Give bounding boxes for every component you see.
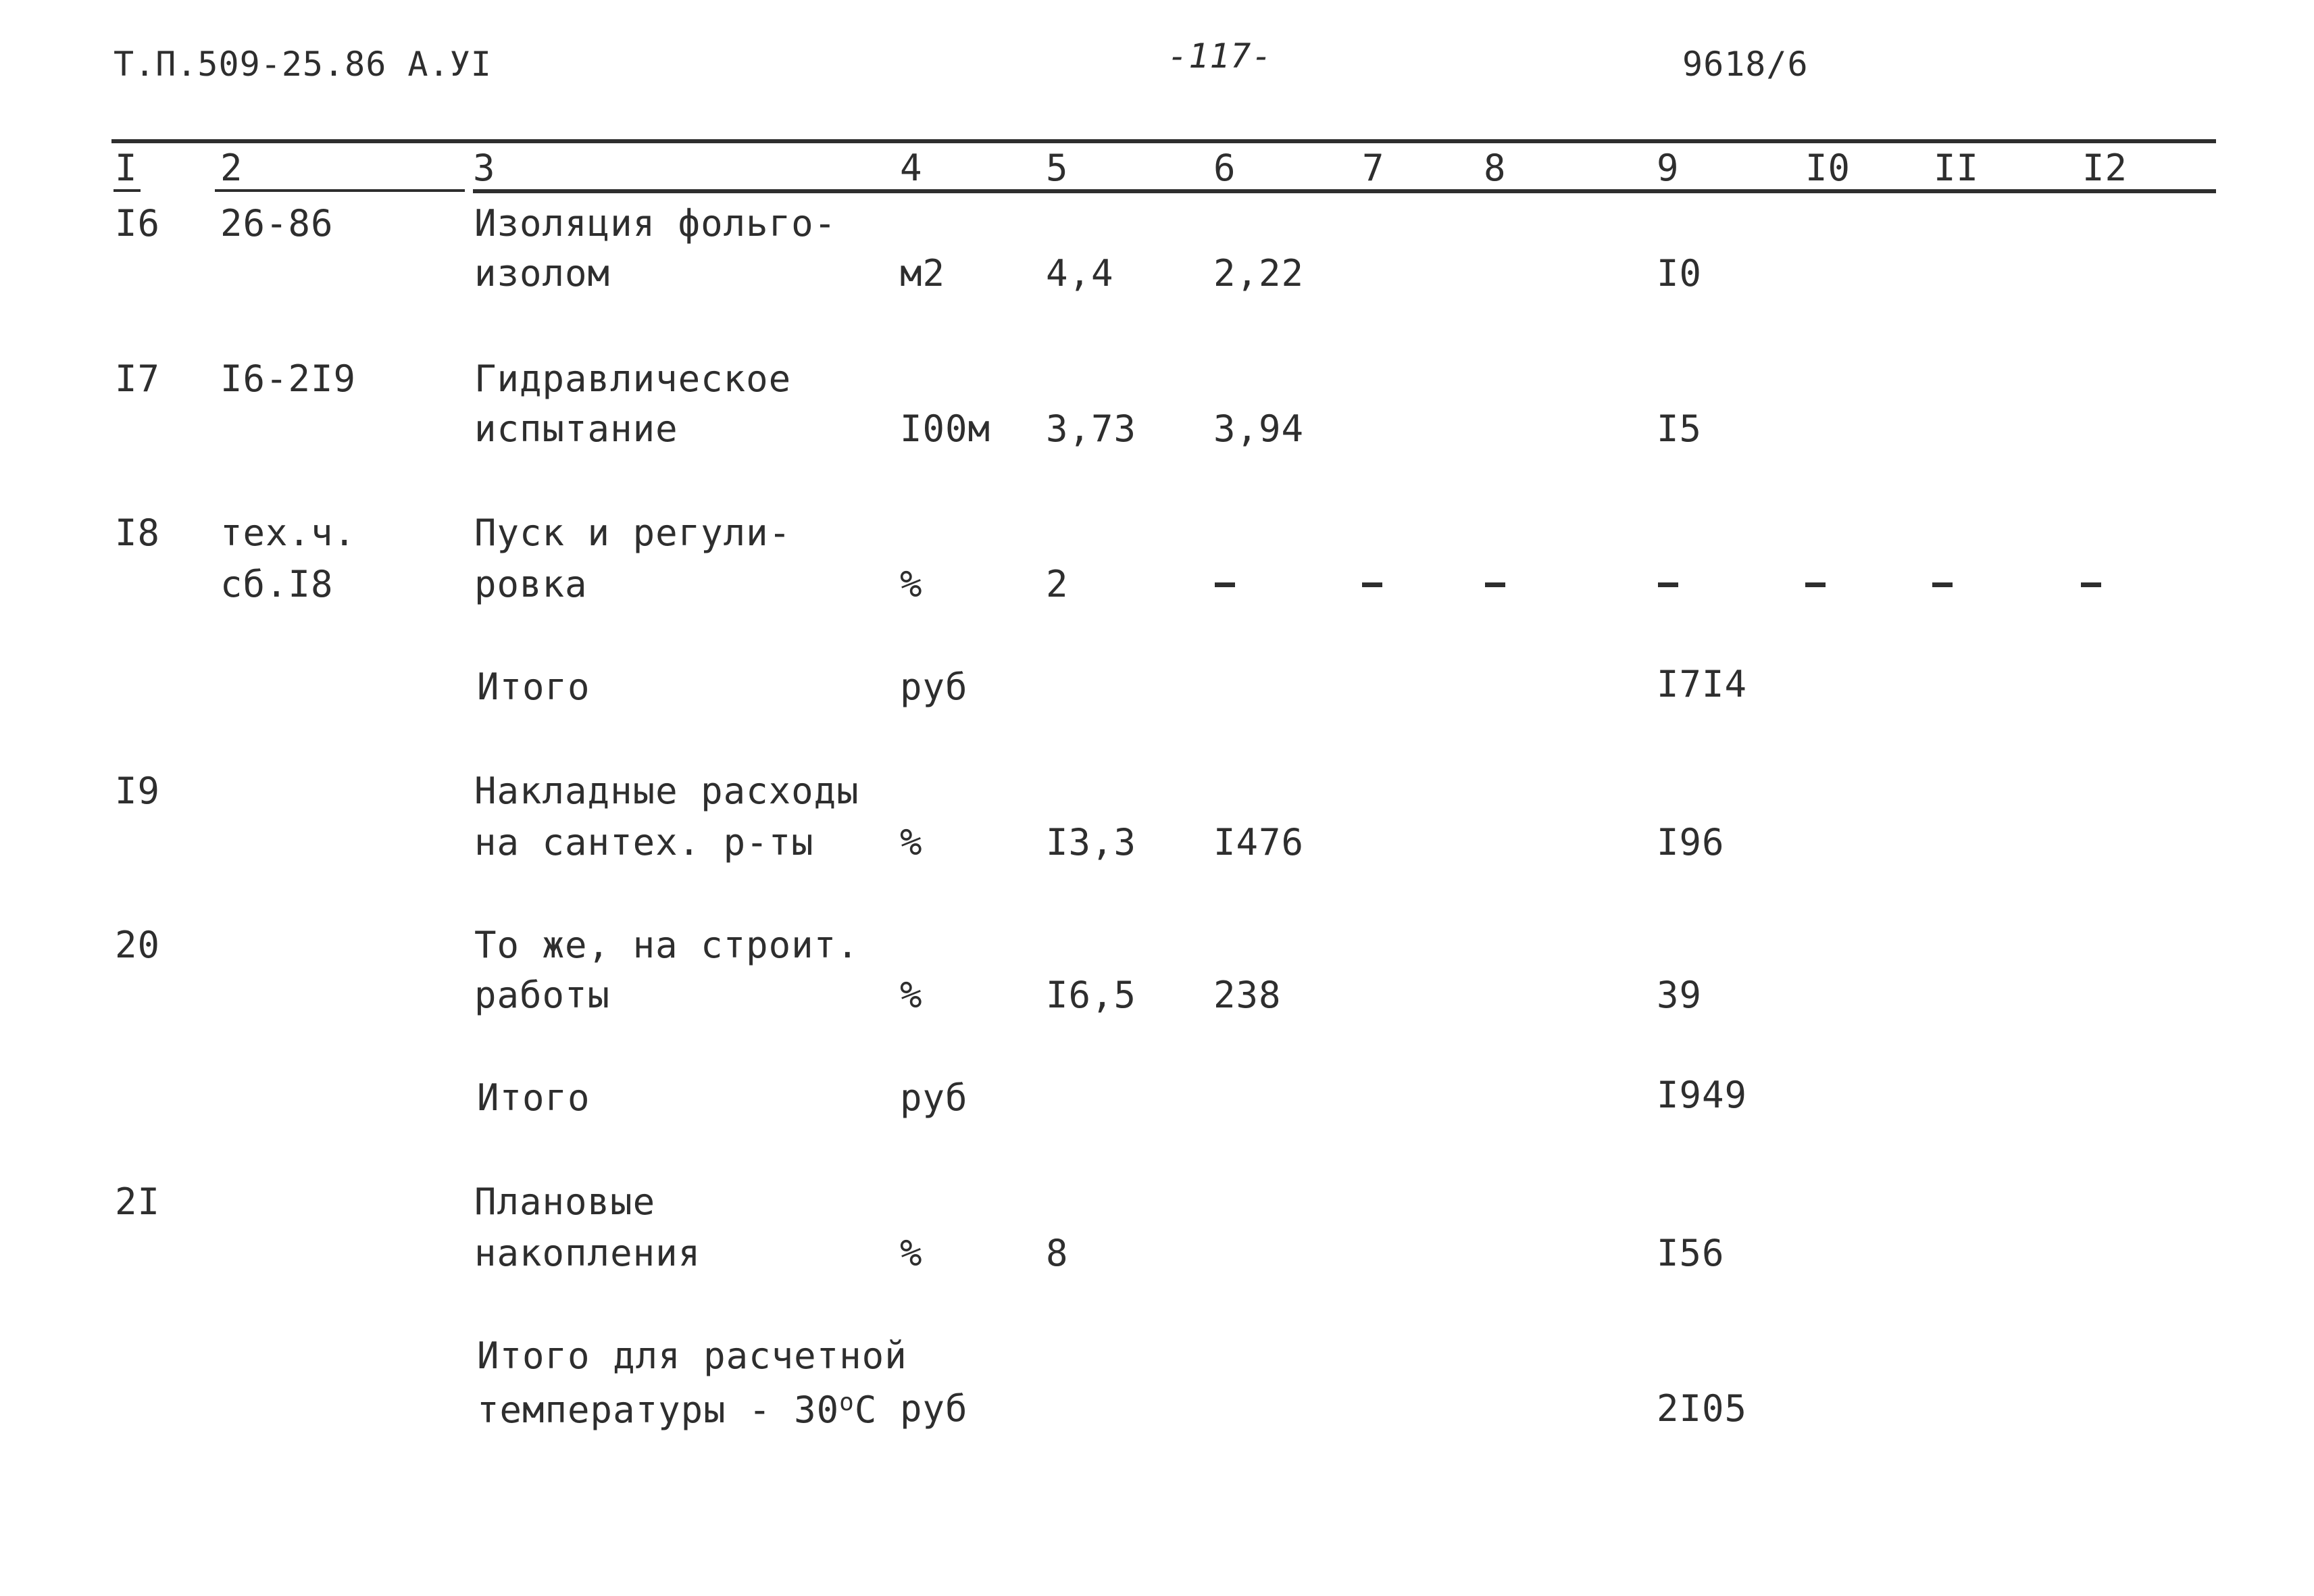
- row-name: Гидравлическое: [474, 357, 792, 400]
- empty-dash: [1485, 582, 1505, 587]
- subtotal-label: Итого: [477, 1076, 590, 1119]
- row-col6: 3,94: [1213, 407, 1305, 450]
- row-col6: 2,22: [1213, 252, 1305, 295]
- row-col5: 8: [1046, 1232, 1069, 1274]
- column-header: I0: [1805, 147, 1851, 189]
- total-label-text: температуры - 30: [477, 1389, 840, 1431]
- row-number: 20: [115, 924, 161, 966]
- row-unit: руб: [900, 666, 968, 708]
- column-header: I: [115, 147, 138, 189]
- row-unit: м2: [900, 252, 946, 295]
- row-col5: I3,3: [1046, 821, 1137, 864]
- page-number: -117-: [1167, 36, 1273, 76]
- column-header: 5: [1046, 147, 1069, 189]
- column-2-underline: [215, 189, 465, 192]
- degree-mark: o: [839, 1389, 855, 1416]
- row-number: I8: [115, 512, 161, 554]
- row-name: То же, на строит.: [474, 924, 859, 966]
- row-name: испытание: [474, 407, 678, 450]
- column-1-underline: [114, 189, 141, 192]
- row-unit: I00м: [900, 407, 991, 450]
- row-col9: I96: [1657, 821, 1725, 864]
- row-number: 2I: [115, 1180, 161, 1223]
- doc-code: Т.П.509-25.86 А.УI: [114, 45, 492, 84]
- row-unit: руб: [900, 1387, 968, 1430]
- column-header: 8: [1484, 147, 1507, 189]
- empty-dash: [1932, 582, 1953, 587]
- celsius-mark: C: [854, 1389, 878, 1431]
- row-col9: I0: [1657, 252, 1703, 295]
- column-header: 3: [473, 147, 496, 189]
- row-unit: %: [900, 563, 923, 605]
- column-header: 2: [220, 147, 243, 189]
- row-name: работы: [474, 974, 611, 1016]
- total-label: [477, 1389, 878, 1431]
- row-name: Изоляция фольго-: [474, 202, 837, 245]
- row-unit: %: [900, 821, 923, 864]
- row-code: тех.ч.: [220, 512, 357, 554]
- sheet-code: 9618/6: [1682, 45, 1809, 84]
- empty-dash: [1362, 582, 1382, 587]
- row-number: I6: [115, 202, 161, 245]
- row-code: 26-86: [220, 202, 334, 245]
- row-unit: %: [900, 974, 923, 1016]
- column-header: 7: [1362, 147, 1385, 189]
- row-col6: I476: [1213, 821, 1305, 864]
- row-unit: руб: [900, 1076, 968, 1119]
- row-col5: 3,73: [1046, 407, 1137, 450]
- row-name: Плановые: [474, 1180, 656, 1223]
- row-name: Пуск и регули-: [474, 512, 792, 554]
- column-header: I2: [2082, 147, 2128, 189]
- column-header: 9: [1657, 147, 1680, 189]
- empty-dash: [2081, 582, 2101, 587]
- row-code: I6-2I9: [220, 357, 357, 400]
- row-name: Накладные расходы: [474, 770, 859, 812]
- row-col9: 2I05: [1657, 1387, 1748, 1430]
- column-header: 4: [900, 147, 923, 189]
- empty-dash: [1805, 582, 1826, 587]
- row-name: на сантех. р-ты: [474, 821, 814, 864]
- row-col9: I5: [1657, 407, 1703, 450]
- row-col9: I949: [1657, 1074, 1748, 1116]
- header-bottom-rule: [473, 189, 2216, 193]
- row-name: изолом: [474, 252, 611, 295]
- row-name: накопления: [474, 1232, 701, 1274]
- row-number: I7: [115, 357, 161, 400]
- total-label: Итого для расчетной: [477, 1335, 907, 1377]
- empty-dash: [1658, 582, 1678, 587]
- row-col5: 2: [1046, 563, 1069, 605]
- column-header: II: [1934, 147, 1980, 189]
- row-col9: 39: [1657, 974, 1703, 1016]
- row-col5: I6,5: [1046, 974, 1137, 1016]
- row-col9: I7I4: [1657, 663, 1748, 705]
- row-col6: 238: [1213, 974, 1282, 1016]
- subtotal-label: Итого: [477, 666, 590, 708]
- row-code: сб.I8: [220, 563, 334, 605]
- row-number: I9: [115, 770, 161, 812]
- empty-dash: [1215, 582, 1235, 587]
- table-top-rule: [111, 139, 2216, 143]
- row-col5: 4,4: [1046, 252, 1114, 295]
- column-header: 6: [1213, 147, 1236, 189]
- row-col9: I56: [1657, 1232, 1725, 1274]
- row-unit: %: [900, 1232, 923, 1274]
- row-name: ровка: [474, 563, 588, 605]
